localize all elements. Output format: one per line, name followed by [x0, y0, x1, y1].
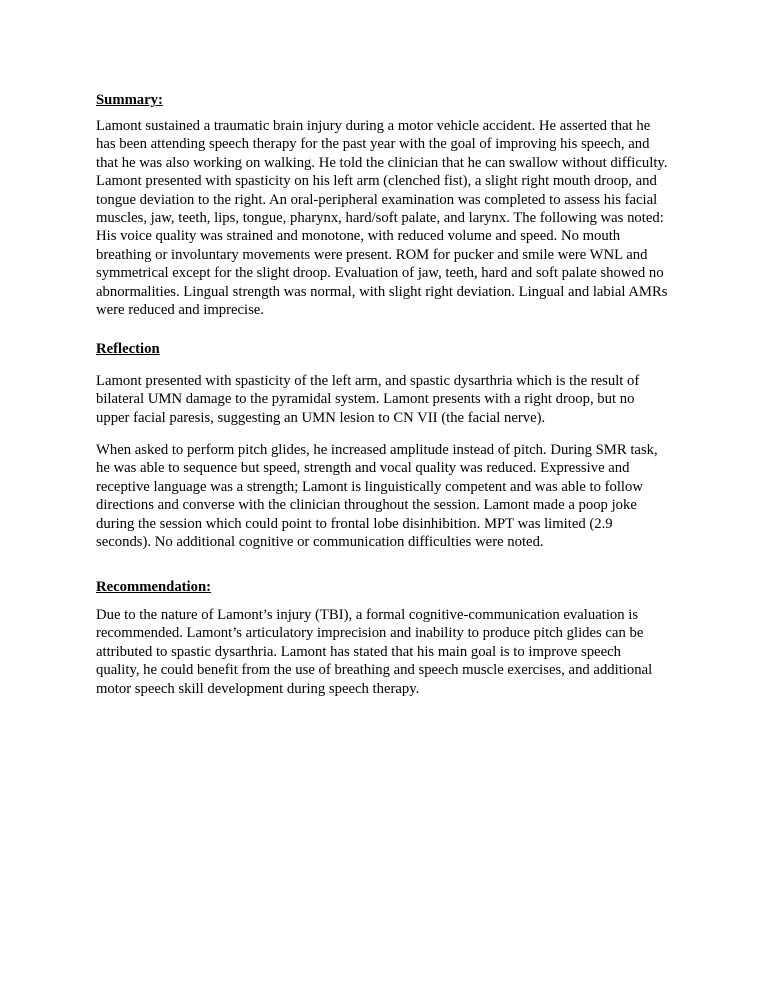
- text-line: His voice quality was strained and monotone, with reduced volume and speed. No mouth: [96, 228, 621, 245]
- recommendation-heading: Recommendation:: [96, 579, 212, 595]
- recommendation-paragraph: [96, 606, 696, 698]
- text-line: were reduced and imprecise.: [96, 302, 265, 319]
- text-line: Due to the nature of Lamont’s injury (TBI), a formal cognitive-communication evaluation is: [96, 607, 639, 623]
- text-line: Lamont presented with spasticity of the left arm, and spastic dysarthria which is the result of: [96, 373, 640, 389]
- text-line: he was able to sequence but speed, strength and vocal quality was reduced. Expressive and: [96, 460, 630, 477]
- text-line: recommended. Lamont’s articulatory imprecision and inability to produce pitch glides can be: [96, 625, 644, 642]
- summary-paragraph: [96, 117, 696, 319]
- text-line: muscles, jaw, teeth, lips, tongue, pharynx, hard/soft palate, and larynx. The following was noted:: [96, 210, 664, 227]
- text-line: motor speech skill development during speech therapy.: [96, 680, 420, 697]
- text-line: Lamont presented with spasticity on his left arm (clenched fist), a slight right mouth droop, and: [96, 173, 657, 190]
- text-line: quality, he could benefit from the use of breathing and speech muscle exercises, and additional: [96, 662, 653, 679]
- text-line: Lamont sustained a traumatic brain injury during a motor vehicle accident. He asserted that he: [96, 118, 651, 134]
- text-line: tongue deviation to the right. An oral-peripheral examination was completed to assess his facial: [96, 191, 658, 208]
- text-line: abnormalities. Lingual strength was normal, with slight right deviation. Lingual and labial AMRs: [96, 283, 668, 300]
- text-line: When asked to perform pitch glides, he increased amplitude instead of pitch. During SMR task,: [96, 442, 658, 458]
- text-line: seconds). No additional cognitive or communication difficulties were noted.: [96, 534, 544, 551]
- text-line: upper facial paresis, suggesting an UMN lesion to CN VII (the facial nerve).: [96, 409, 546, 426]
- reflection-paragraph-1: [96, 372, 696, 427]
- reflection-paragraph-2: [96, 441, 696, 551]
- reflection-heading: Reflection: [96, 341, 160, 357]
- text-line: directions and converse with the clinician throughout the session. Lamont made a poop joke: [96, 497, 637, 514]
- text-line: during the session which could point to frontal lobe disinhibition. MPT was limited (2.9: [96, 515, 613, 532]
- text-line: bilateral UMN damage to the pyramidal system. Lamont presents with a right droop, but no: [96, 391, 635, 408]
- text-line: breathing or involuntary movements were present. ROM for pucker and smile were WNL and: [96, 246, 648, 263]
- summary-heading: Summary:: [96, 92, 163, 108]
- text-line: that he was also working on walking. He told the clinician that he can swallow without difficulty.: [96, 154, 668, 171]
- text-line: has been attending speech therapy for the past year with the goal of improving his speech, and: [96, 136, 650, 153]
- text-line: symmetrical except for the slight droop. Evaluation of jaw, teeth, hard and soft palate showed no: [96, 265, 664, 282]
- text-line: attributed to spastic dysarthria. Lamont has stated that his main goal is to improve speech: [96, 643, 621, 660]
- text-line: receptive language was a strength; Lamont is linguistically competent and was able to follow: [96, 478, 643, 495]
